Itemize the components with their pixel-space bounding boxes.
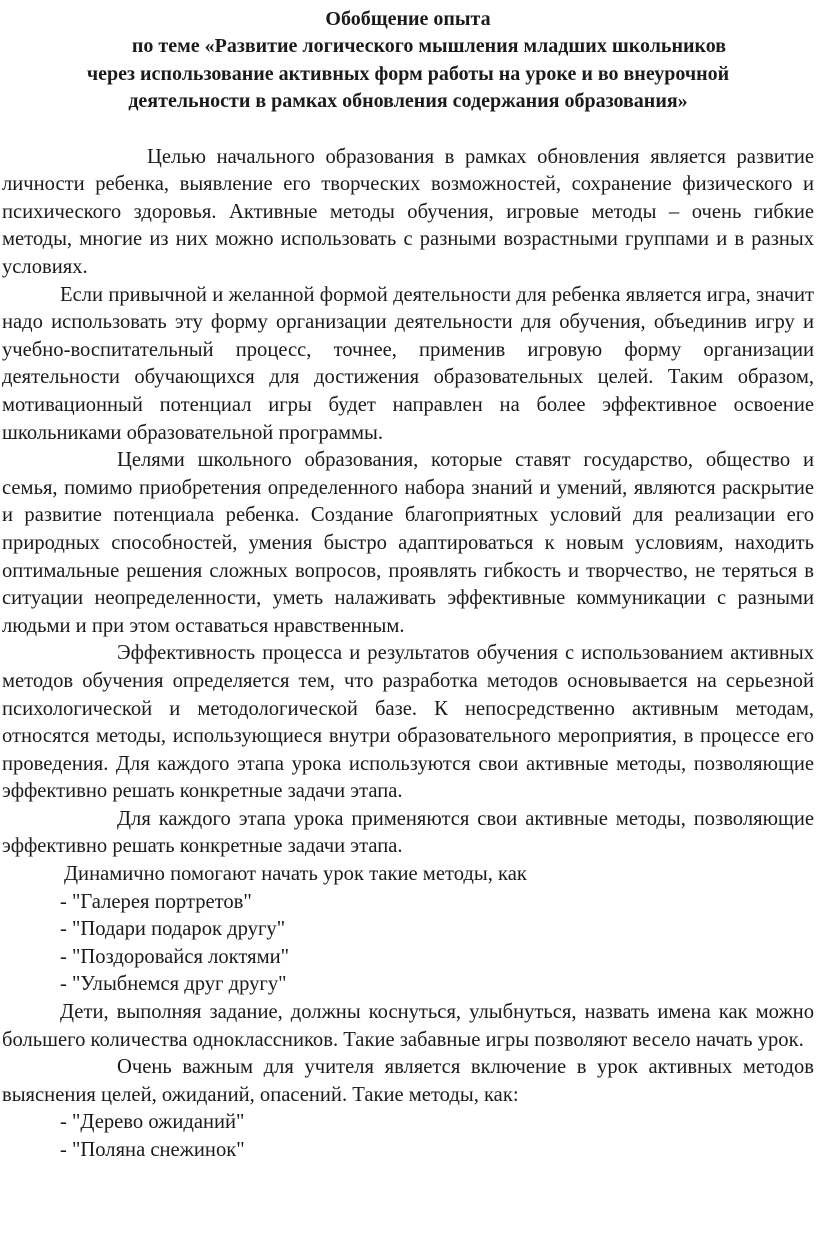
title-line-4: деятельности в рамках обновления содержания образования» xyxy=(128,90,688,113)
paragraph-1: Целью начального образования в рамках обновления является развитие личности ребенка, выявление его творческих возможностей, сохранение физического и психического здоровья. Активные методы обучения, игровые методы – очень гибкие методы, многие из них можно использовать с разными возрастными группами и в разных условиях. xyxy=(2,145,814,278)
list-item: - "Подари подарок другу" xyxy=(60,918,286,941)
paragraph-3: Целями школьного образования, которые ставят государство, общество и семья, помимо приобретения определенного набора знаний и умений, являются раскрытие и развитие потенциала ребенка. Создание благоприятных условий для реализации его природных способностей, умения быстро адаптироваться к новым условиям, находить оптимальные решения сложных вопросов, проявлять гибкость и творчество, не теряться в ситуации неопределенности, уметь налаживать эффективные коммуникации с разными людьми и при этом оставаться нравственным. xyxy=(2,449,814,637)
title-line-2: по теме «Развитие логического мышления младших школьников xyxy=(131,35,727,58)
paragraph-6: Динамично помогают начать урок такие методы, как xyxy=(64,863,527,886)
paragraph-4: Эффективность процесса и результатов обучения с использованием активных методов обучения определяется тем, что разработка методов основывается на серьезной психологической и методологической базе. К непосредственно активным методам, относятся методы, использующиеся внутри образовательного мероприятия, в процессе его проведения. Для каждого этапа урока используются свои активные методы, позволяющие эффективно решать конкретные задачи этапа. xyxy=(2,642,814,803)
paragraph-2: Если привычной и желанной формой деятельности для ребенка является игра, значит надо использовать эту форму организации деятельности для обучения, объединив игру и учебно-воспитательный процесс, точнее, применив игровую форму организации деятельности обучающихся для достижения образовательных целей. Таким образом, мотивационный потенциал игры будет направлен на более эффективное освоение школьниками образовательной программы. xyxy=(2,283,814,444)
title-line-3: через использование активных форм работы на уроке и во внеурочной xyxy=(86,62,730,85)
list-item: - "Дерево ожиданий" xyxy=(60,1111,245,1134)
document-title xyxy=(2,6,814,116)
list-item: - "Поздоровайся локтями" xyxy=(60,945,290,968)
list-item: - "Галерея портретов" xyxy=(60,890,252,913)
list-item: - "Улыбнемся друг другу" xyxy=(60,973,287,996)
paragraph-8: Очень важным для учителя является включение в урок активных методов выяснения целей, ожиданий, опасений. Такие методы, как: xyxy=(2,1056,814,1106)
list-item: - "Поляна снежинок" xyxy=(60,1139,245,1161)
title-line-1: Обобщение опыта xyxy=(325,8,491,30)
paragraph-5: Для каждого этапа урока применяются свои активные методы, позволяющие эффективно решать конкретные задачи этапа. xyxy=(2,807,814,858)
paragraph-7: Дети, выполняя задание, должны коснуться, улыбнуться, назвать имена как можно большего количества одноклассников. Такие забавные игры позволяют весело начать урок. xyxy=(2,1001,814,1051)
document-body xyxy=(2,144,814,1165)
